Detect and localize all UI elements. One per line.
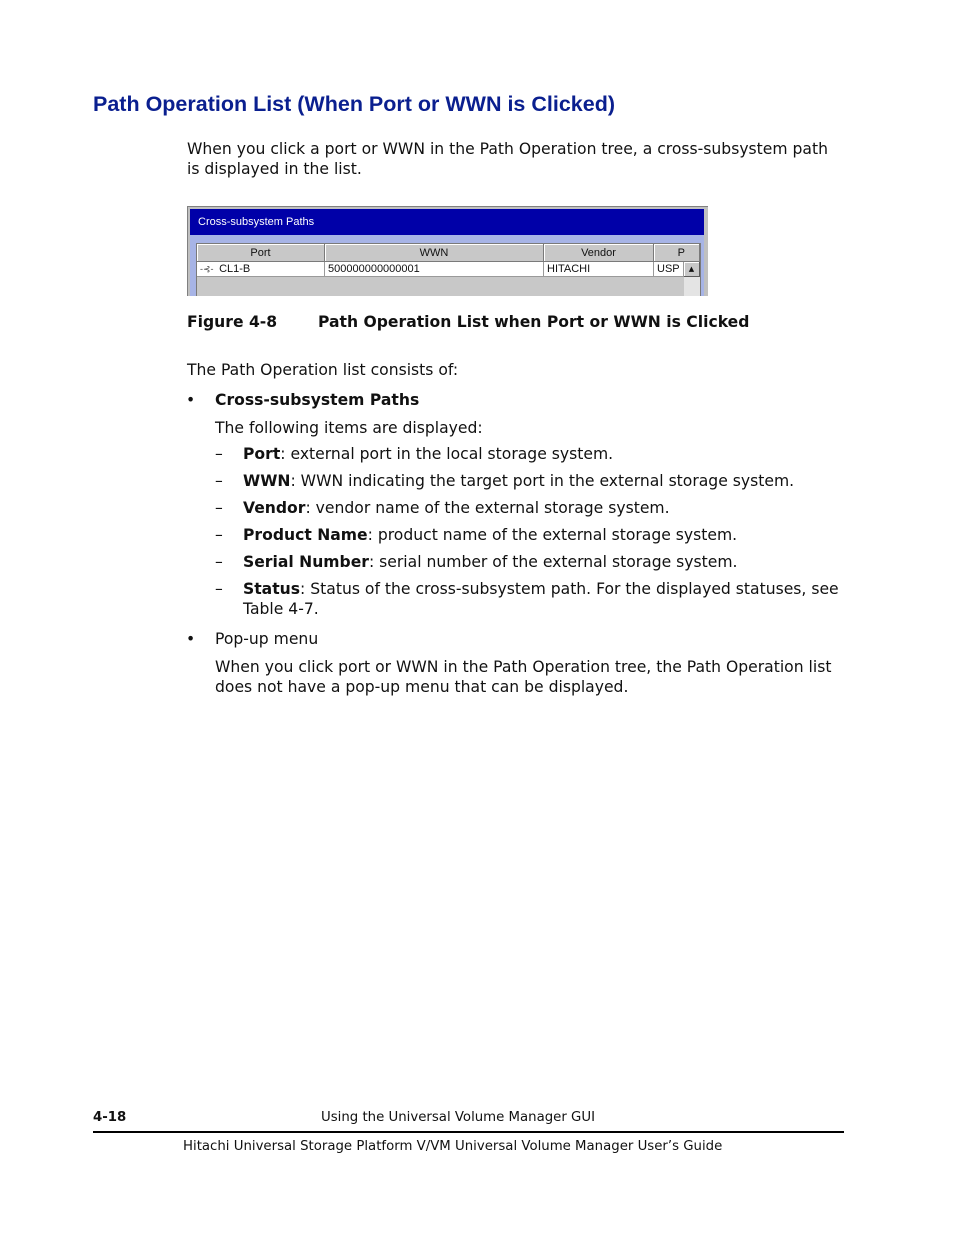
item-term: Serial Number: [243, 553, 369, 571]
table-row[interactable]: [197, 262, 325, 277]
column-header-vendor[interactable]: Vendor: [544, 244, 654, 262]
bullet-marker: •: [186, 391, 196, 409]
dash-marker: –: [215, 526, 223, 544]
item-term: Product Name: [243, 526, 368, 544]
item-term: WWN: [243, 472, 291, 490]
cell-wwn[interactable]: 500000000000001: [325, 262, 544, 277]
item-term: Status: [243, 580, 301, 598]
chapter-title: Using the Universal Volume Manager GUI: [321, 1110, 596, 1125]
column-header-wwn[interactable]: WWN: [325, 244, 544, 262]
figure-caption-text: Path Operation List when Port or WWN is Clicked: [318, 313, 750, 331]
list-panel: [190, 235, 704, 296]
dash-marker: –: [215, 472, 223, 490]
page-number: 4-18: [93, 1110, 127, 1125]
dash-marker: –: [215, 445, 223, 463]
paths-table: [196, 243, 701, 296]
figure-caption-number: Figure 4-8: [187, 313, 278, 331]
port-connector-icon: -⊰-: [200, 264, 214, 274]
cross-subsystem-paths-figure: [187, 206, 708, 296]
guide-title: Hitachi Universal Storage Platform V/VM Universal Volume Manager User’s Guide: [183, 1139, 723, 1154]
list-item: [243, 553, 738, 573]
column-header-product[interactable]: P: [654, 244, 700, 262]
cell-vendor[interactable]: HITACHI: [544, 262, 654, 277]
bullet-title-text: Cross-subsystem Paths: [215, 391, 420, 409]
item-term: Port: [243, 445, 281, 463]
dash-marker: –: [215, 499, 223, 517]
list-item: [243, 526, 737, 546]
item-term: Vendor: [243, 499, 306, 517]
list-item: [243, 445, 613, 465]
item-desc: : vendor name of the external storage system.: [305, 499, 670, 517]
bullet-marker: •: [186, 630, 196, 648]
item-desc: : WWN indicating the target port in the external storage system.: [290, 472, 795, 490]
consists-intro: The Path Operation list consists of:: [187, 361, 459, 379]
item-desc: : external port in the local storage system.: [280, 445, 614, 463]
column-header-port[interactable]: Port: [197, 244, 325, 262]
bullet-lead: The following items are displayed:: [215, 419, 483, 437]
item-desc: : Status of the cross-subsystem path. For the displayed statuses, see Table 4-7.: [243, 580, 839, 618]
window-titlebar: Cross-subsystem Paths: [190, 209, 704, 235]
dash-marker: –: [215, 580, 223, 598]
bullet-lead: When you click port or WWN in the Path Operation tree, the Path Operation list does not have a pop-up menu that can be displayed.: [215, 658, 832, 696]
bullet-title: Pop-up menu: [215, 630, 319, 648]
bullet-title: [215, 391, 419, 411]
scroll-up-arrow-icon[interactable]: ▲: [684, 262, 700, 277]
item-desc: : serial number of the external storage system.: [368, 553, 738, 571]
cell-port: CL1-B: [219, 263, 251, 275]
item-desc: : product name of the external storage system.: [367, 526, 738, 544]
vertical-scrollbar[interactable]: [684, 262, 700, 296]
list-item: [243, 499, 670, 519]
intro-paragraph: When you click a port or WWN in the Path Operation tree, a cross-subsystem path is displayed in the list.: [187, 140, 828, 178]
cell-product[interactable]: USP: [654, 262, 684, 277]
list-item: [243, 472, 794, 492]
dash-marker: –: [215, 553, 223, 571]
list-item: [243, 580, 848, 619]
section-heading: Path Operation List (When Port or WWN is Clicked): [93, 92, 615, 116]
footer-divider: [93, 1131, 844, 1133]
